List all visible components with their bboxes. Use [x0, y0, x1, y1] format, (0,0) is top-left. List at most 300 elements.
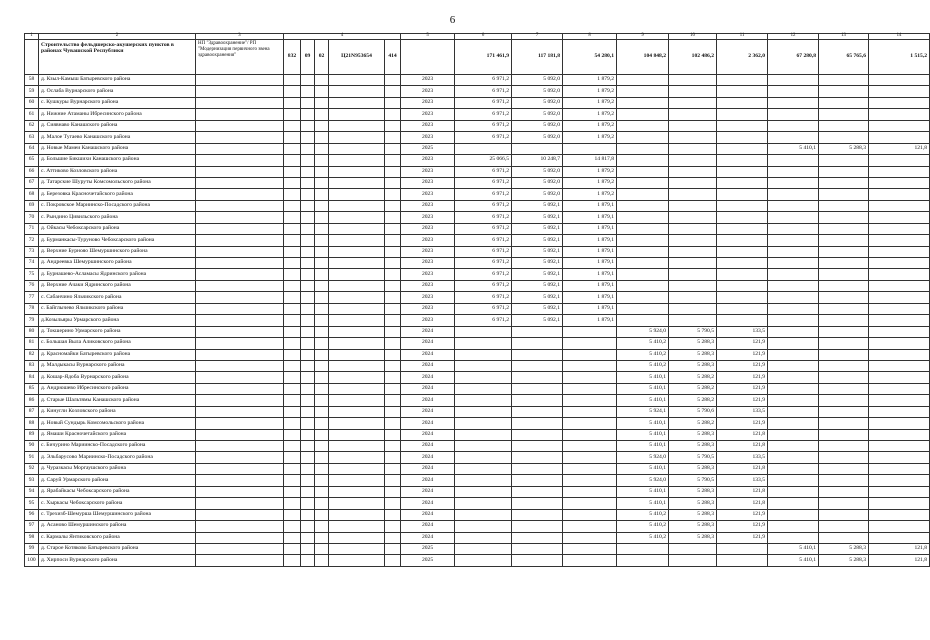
row-code-cell [301, 532, 315, 543]
row-settlement-name: д. Ослаба Вурнарского района [39, 86, 196, 97]
row-v7 [512, 452, 563, 463]
table-row [25, 349, 930, 360]
row-code-cell [385, 463, 401, 474]
row-number: 94 [25, 486, 39, 497]
row-dept-cell [196, 555, 284, 566]
row-code-cell [385, 269, 401, 280]
page-number: 6 [449, 14, 456, 26]
row-code-cell [301, 303, 315, 314]
row-settlement-name: д. Нижние Атаманы Ибресинского района [39, 109, 196, 120]
row-v9 [617, 212, 669, 223]
row-code-cell [385, 143, 401, 154]
row-code-cell [301, 258, 315, 269]
row-number: 97 [25, 521, 39, 532]
row-code-cell [284, 86, 301, 97]
row-v8 [563, 452, 617, 463]
row-code-cell [284, 429, 301, 440]
row-v11: 121,9 [717, 349, 768, 360]
row-code-cell [329, 383, 385, 394]
row-year: 2023 [401, 280, 455, 291]
row-number: 81 [25, 338, 39, 349]
row-v8 [563, 555, 617, 566]
row-v12 [768, 155, 819, 166]
row-year: 2024 [401, 418, 455, 429]
row-code-cell [315, 292, 329, 303]
row-code-cell [385, 486, 401, 497]
row-v6 [455, 326, 512, 337]
row-number: 68 [25, 189, 39, 200]
row-v13 [819, 132, 869, 143]
row-v6: 25 066,5 [455, 155, 512, 166]
summary-code-vr: 414 [385, 40, 401, 75]
summary-v13: 65 765,6 [819, 40, 869, 75]
row-v10: 5 288,3 [669, 349, 717, 360]
row-v12 [768, 498, 819, 509]
row-code-cell [284, 486, 301, 497]
row-settlement-name: д. Кинугли Козловского района [39, 406, 196, 417]
row-code-cell [329, 486, 385, 497]
row-year: 2023 [401, 109, 455, 120]
row-number: 67 [25, 177, 39, 188]
row-v8 [563, 338, 617, 349]
row-v8: 1 879,2 [563, 189, 617, 200]
row-code-cell [329, 418, 385, 429]
col-num: 7 [512, 34, 563, 40]
row-v10 [669, 269, 717, 280]
row-v11 [717, 189, 768, 200]
row-v8: 14 817,8 [563, 155, 617, 166]
row-code-cell [301, 326, 315, 337]
row-v11 [717, 155, 768, 166]
row-v6: 6 971,2 [455, 132, 512, 143]
row-v7: 5 092,1 [512, 223, 563, 234]
row-dept-cell [196, 521, 284, 532]
row-code-cell [284, 475, 301, 486]
row-v14 [869, 509, 930, 520]
table-row [25, 543, 930, 554]
row-number: 73 [25, 246, 39, 257]
row-v13 [819, 166, 869, 177]
row-code-cell [385, 406, 401, 417]
row-code-cell [315, 360, 329, 371]
row-v7 [512, 372, 563, 383]
row-code-cell [315, 326, 329, 337]
row-v10 [669, 280, 717, 291]
row-code-cell [385, 97, 401, 108]
summary-code-rz: 09 [301, 40, 315, 75]
row-code-cell [284, 246, 301, 257]
row-v11 [717, 292, 768, 303]
row-v14 [869, 498, 930, 509]
row-code-cell [385, 532, 401, 543]
row-year: 2024 [401, 406, 455, 417]
row-settlement-name: д. Андреевка Шемуршинского района [39, 258, 196, 269]
row-code-cell [329, 372, 385, 383]
row-v9: 5 410,2 [617, 532, 669, 543]
row-code-cell [301, 463, 315, 474]
row-code-cell [329, 235, 385, 246]
row-v14 [869, 223, 930, 234]
col-num: 8 [563, 34, 617, 40]
row-settlement-name: с. Бичурино Мариинско-Посадского района [39, 441, 196, 452]
summary-code-gr: 832 [284, 40, 301, 75]
row-v6: 6 971,2 [455, 177, 512, 188]
row-v6: 6 971,2 [455, 280, 512, 291]
row-v14 [869, 360, 930, 371]
table-row [25, 486, 930, 497]
row-v12 [768, 109, 819, 120]
row-code-cell [315, 315, 329, 326]
row-v9: 5 410,1 [617, 486, 669, 497]
table-row [25, 246, 930, 257]
row-v8: 1 879,2 [563, 166, 617, 177]
row-v8: 1 879,2 [563, 132, 617, 143]
row-code-cell [301, 521, 315, 532]
row-v9 [617, 86, 669, 97]
row-v9 [617, 235, 669, 246]
row-v13 [819, 177, 869, 188]
row-v6: 6 971,2 [455, 315, 512, 326]
row-v12 [768, 166, 819, 177]
row-code-cell [329, 292, 385, 303]
row-v9 [617, 258, 669, 269]
row-number: 62 [25, 120, 39, 131]
row-dept-cell [196, 235, 284, 246]
row-dept-cell [196, 338, 284, 349]
row-v13 [819, 223, 869, 234]
row-v13 [819, 521, 869, 532]
row-number: 91 [25, 452, 39, 463]
row-v12 [768, 521, 819, 532]
row-number: 64 [25, 143, 39, 154]
table-row [25, 372, 930, 383]
row-v12 [768, 532, 819, 543]
row-v10 [669, 235, 717, 246]
row-code-cell [301, 246, 315, 257]
table-row [25, 86, 930, 97]
row-code-cell [385, 120, 401, 131]
row-number: 88 [25, 418, 39, 429]
row-v13 [819, 498, 869, 509]
row-year: 2024 [401, 498, 455, 509]
row-number: 100 [25, 555, 39, 566]
row-v12 [768, 338, 819, 349]
row-dept-cell [196, 418, 284, 429]
row-code-cell [284, 177, 301, 188]
col-num: 13 [819, 34, 869, 40]
row-code-cell [284, 280, 301, 291]
row-v9 [617, 223, 669, 234]
table-row [25, 406, 930, 417]
row-code-cell [301, 132, 315, 143]
row-code-cell [385, 166, 401, 177]
row-v6 [455, 486, 512, 497]
row-v13 [819, 532, 869, 543]
row-dept-cell [196, 463, 284, 474]
table-row [25, 132, 930, 143]
row-settlement-name: с. Трехизб-Шемурша Шемуршинского района [39, 509, 196, 520]
row-v12 [768, 97, 819, 108]
row-v13 [819, 406, 869, 417]
table-row [25, 521, 930, 532]
row-code-cell [301, 269, 315, 280]
row-v6: 6 971,2 [455, 246, 512, 257]
row-v6 [455, 555, 512, 566]
row-code-cell [329, 303, 385, 314]
row-code-cell [329, 155, 385, 166]
table-row [25, 200, 930, 211]
table-row [25, 280, 930, 291]
row-code-cell [284, 360, 301, 371]
row-code-cell [315, 372, 329, 383]
row-v7 [512, 429, 563, 440]
row-code-cell [301, 235, 315, 246]
row-v13 [819, 429, 869, 440]
row-number: 96 [25, 509, 39, 520]
row-v13 [819, 452, 869, 463]
row-number: 69 [25, 200, 39, 211]
row-v6: 6 971,2 [455, 86, 512, 97]
row-code-cell [284, 441, 301, 452]
row-v6 [455, 418, 512, 429]
row-settlement-name: д. Асаново Шемуршинского района [39, 521, 196, 532]
row-v11 [717, 543, 768, 554]
row-settlement-name: д. Татарские Шуруты Комсомольского района [39, 177, 196, 188]
row-v8: 1 879,1 [563, 223, 617, 234]
row-v14 [869, 521, 930, 532]
row-settlement-name: с. Покровское Мариинско-Посадского района [39, 200, 196, 211]
row-code-cell [301, 189, 315, 200]
row-settlement-name: с. Хыркасы Чебоксарского района [39, 498, 196, 509]
row-v14 [869, 97, 930, 108]
table-row [25, 223, 930, 234]
row-v7: 10 248,7 [512, 155, 563, 166]
row-dept-cell [196, 475, 284, 486]
row-code-cell [284, 315, 301, 326]
row-v10 [669, 292, 717, 303]
row-code-cell [385, 86, 401, 97]
row-v7 [512, 475, 563, 486]
summary-v8: 54 280,1 [563, 40, 617, 75]
row-code-cell [284, 235, 301, 246]
row-year: 2024 [401, 532, 455, 543]
row-v12: 5 410,1 [768, 555, 819, 566]
row-code-cell [385, 383, 401, 394]
row-v10 [669, 246, 717, 257]
row-v9 [617, 303, 669, 314]
row-v10: 5 288,3 [669, 360, 717, 371]
row-code-cell [301, 97, 315, 108]
row-v14 [869, 452, 930, 463]
row-year: 2024 [401, 372, 455, 383]
row-code-cell [315, 532, 329, 543]
row-dept-cell [196, 75, 284, 86]
row-v12 [768, 200, 819, 211]
row-v6 [455, 143, 512, 154]
row-settlement-name: д. Новый Сундырь Комсомольского района [39, 418, 196, 429]
row-code-cell [385, 555, 401, 566]
row-code-cell [301, 143, 315, 154]
row-year: 2023 [401, 132, 455, 143]
row-code-cell [329, 429, 385, 440]
row-v7 [512, 360, 563, 371]
row-code-cell [301, 200, 315, 211]
row-v10: 5 790,5 [669, 452, 717, 463]
row-v8 [563, 441, 617, 452]
summary-code-csr: Ц21N953654 [329, 40, 385, 75]
row-v11 [717, 555, 768, 566]
row-code-cell [284, 132, 301, 143]
row-year: 2024 [401, 429, 455, 440]
row-year: 2023 [401, 166, 455, 177]
row-v6: 6 971,2 [455, 269, 512, 280]
row-v9 [617, 543, 669, 554]
row-code-cell [329, 395, 385, 406]
row-v14 [869, 212, 930, 223]
row-year: 2023 [401, 120, 455, 131]
row-v7 [512, 383, 563, 394]
row-v13 [819, 246, 869, 257]
row-v13 [819, 509, 869, 520]
row-v11: 121,9 [717, 532, 768, 543]
row-year: 2023 [401, 269, 455, 280]
row-code-cell [284, 463, 301, 474]
row-v8: 1 879,1 [563, 280, 617, 291]
row-year: 2023 [401, 86, 455, 97]
row-dept-cell [196, 280, 284, 291]
row-year: 2023 [401, 223, 455, 234]
row-v9 [617, 120, 669, 131]
row-v11 [717, 200, 768, 211]
row-number: 61 [25, 109, 39, 120]
row-code-cell [301, 280, 315, 291]
row-code-cell [315, 280, 329, 291]
row-v14 [869, 177, 930, 188]
row-settlement-name: с. Байглычево Яльчикского района [39, 303, 196, 314]
row-code-cell [284, 498, 301, 509]
row-v8 [563, 463, 617, 474]
col-num: 12 [768, 34, 819, 40]
row-v14 [869, 372, 930, 383]
row-v11: 121,8 [717, 486, 768, 497]
row-v6: 6 971,2 [455, 189, 512, 200]
table-row [25, 75, 930, 86]
row-v14: 121,8 [869, 555, 930, 566]
row-v6 [455, 498, 512, 509]
row-settlement-name: с. Большая Выла Аликовского района [39, 338, 196, 349]
row-number: 95 [25, 498, 39, 509]
row-v13 [819, 349, 869, 360]
row-v8 [563, 532, 617, 543]
row-number: 77 [25, 292, 39, 303]
row-v7: 5 092,0 [512, 177, 563, 188]
row-v11 [717, 132, 768, 143]
row-settlement-name: д. Бурманкасы-Туруново Чебоксарского района [39, 235, 196, 246]
row-v11: 121,8 [717, 429, 768, 440]
row-v12 [768, 189, 819, 200]
row-v9: 5 410,2 [617, 349, 669, 360]
row-v11: 133,5 [717, 452, 768, 463]
row-code-cell [301, 441, 315, 452]
row-code-cell [301, 406, 315, 417]
row-v8 [563, 521, 617, 532]
row-v14 [869, 463, 930, 474]
row-v12 [768, 303, 819, 314]
row-code-cell [301, 212, 315, 223]
row-code-cell [284, 372, 301, 383]
row-v11: 133,5 [717, 475, 768, 486]
row-v6 [455, 475, 512, 486]
row-v11 [717, 258, 768, 269]
row-code-cell [329, 86, 385, 97]
row-code-cell [284, 303, 301, 314]
row-dept-cell [196, 395, 284, 406]
row-v12 [768, 429, 819, 440]
row-v13 [819, 360, 869, 371]
row-v10 [669, 177, 717, 188]
row-code-cell [329, 120, 385, 131]
row-year: 2025 [401, 543, 455, 554]
row-v14 [869, 258, 930, 269]
row-v14 [869, 338, 930, 349]
row-v13 [819, 338, 869, 349]
row-v7: 5 092,1 [512, 246, 563, 257]
row-v11 [717, 109, 768, 120]
row-settlement-name: д.Козыльяры Урмарского района [39, 315, 196, 326]
row-number: 59 [25, 86, 39, 97]
row-code-cell [284, 418, 301, 429]
row-code-cell [315, 212, 329, 223]
row-code-cell [301, 543, 315, 554]
table-row [25, 418, 930, 429]
row-v7: 5 092,1 [512, 200, 563, 211]
row-v7: 5 092,1 [512, 315, 563, 326]
row-code-cell [329, 315, 385, 326]
row-v12 [768, 349, 819, 360]
row-v11: 121,9 [717, 372, 768, 383]
col-num: 1 [25, 34, 39, 40]
row-v12: 5 410,1 [768, 543, 819, 554]
row-v13 [819, 258, 869, 269]
row-v8 [563, 143, 617, 154]
row-code-cell [385, 223, 401, 234]
row-v9: 5 410,1 [617, 395, 669, 406]
row-dept-cell [196, 166, 284, 177]
row-v7: 5 092,1 [512, 258, 563, 269]
row-dept-cell [196, 406, 284, 417]
row-v7: 5 092,1 [512, 235, 563, 246]
row-code-cell [301, 452, 315, 463]
row-v12 [768, 326, 819, 337]
row-code-cell [385, 258, 401, 269]
row-code-cell [385, 315, 401, 326]
row-code-cell [315, 452, 329, 463]
row-v7 [512, 463, 563, 474]
table-row [25, 189, 930, 200]
row-code-cell [284, 532, 301, 543]
table-row [25, 258, 930, 269]
row-v12 [768, 280, 819, 291]
col-num: 6 [455, 34, 512, 40]
row-v8 [563, 475, 617, 486]
row-code-cell [329, 360, 385, 371]
row-code-cell [329, 543, 385, 554]
row-v11: 121,9 [717, 418, 768, 429]
row-v13 [819, 97, 869, 108]
row-v8 [563, 486, 617, 497]
row-code-cell [329, 441, 385, 452]
row-v6 [455, 521, 512, 532]
